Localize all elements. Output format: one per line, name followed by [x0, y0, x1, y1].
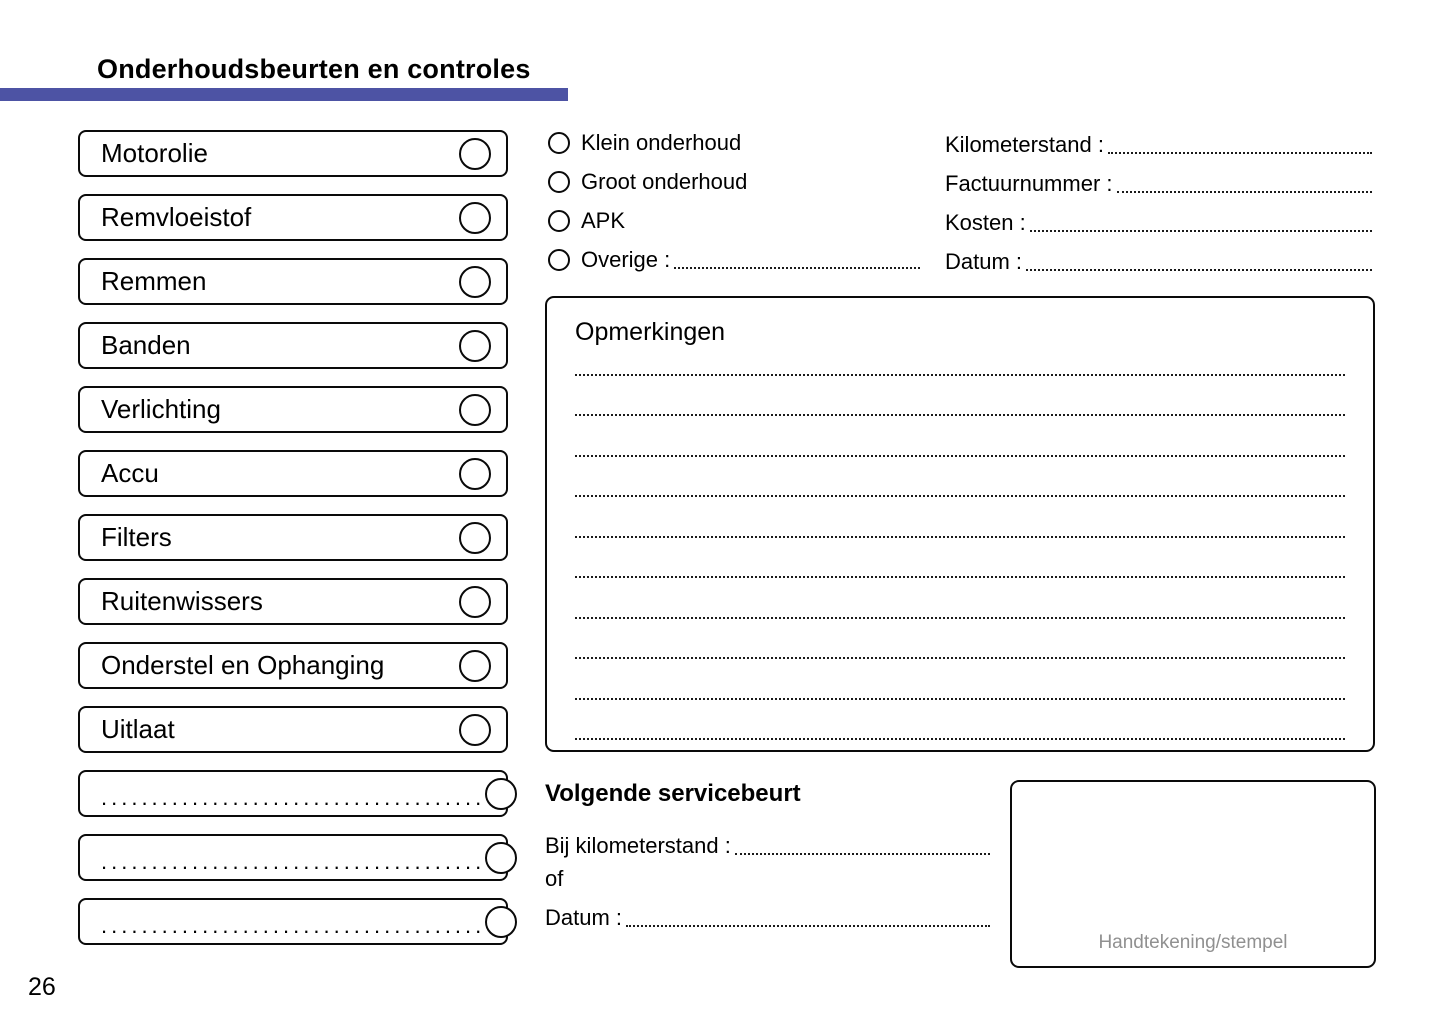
field-label: Datum : [945, 249, 1023, 274]
remarks-lines [575, 335, 1345, 740]
checklist-item-blank-3 [78, 898, 508, 945]
checklist-item-label: Accu [101, 458, 159, 488]
checklist-checkbox-circle[interactable] [459, 266, 491, 298]
remarks-input-line[interactable] [575, 538, 1345, 579]
checklist-checkbox-circle[interactable] [459, 714, 491, 746]
checklist-checkbox-circle[interactable] [485, 778, 517, 810]
remarks-box [545, 296, 1375, 752]
next-service-title: Volgende servicebeurt [545, 780, 801, 807]
checklist-item-remmen [78, 258, 508, 305]
checklist-item-blank-line[interactable]: ...................................... [101, 848, 486, 874]
service-option-radio-circle[interactable] [548, 171, 570, 193]
checklist-item-label: Uitlaat [101, 714, 175, 744]
title-underline-bar [0, 88, 568, 101]
page-number: 26 [28, 973, 56, 1001]
field-label: Kosten : [945, 210, 1026, 235]
checklist-checkbox-circle[interactable] [459, 330, 491, 362]
checklist-checkbox-circle[interactable] [459, 522, 491, 554]
signature-placeholder-label: Handtekening/stempel [1098, 932, 1288, 953]
page-title: Onderhoudsbeurten en controles [97, 54, 531, 84]
checklist-item-blank-2 [78, 834, 508, 881]
next-service-date-input-line[interactable] [626, 925, 990, 927]
next-service-date-row [545, 899, 990, 929]
checklist-item-label: Onderstel en Ophanging [101, 650, 385, 680]
service-detail-fields [945, 123, 1372, 279]
checklist-item-blank-1 [78, 770, 508, 817]
checklist-checkbox-circle[interactable] [485, 842, 517, 874]
next-service-section [545, 780, 990, 938]
remarks-input-line[interactable] [575, 376, 1345, 417]
checklist-item-label: Ruitenwissers [101, 586, 263, 616]
service-option-overige [548, 240, 920, 279]
remarks-input-line[interactable] [575, 700, 1345, 741]
remarks-input-line[interactable] [575, 659, 1345, 700]
checklist-item-label: Banden [101, 330, 191, 360]
service-option-radio-circle[interactable] [548, 132, 570, 154]
service-option-apk [548, 201, 920, 240]
checklist-item-accu [78, 450, 508, 497]
checklist-checkbox-circle[interactable] [459, 394, 491, 426]
service-option-radio-circle[interactable] [548, 249, 570, 271]
service-option-label: Groot onderhoud [581, 168, 748, 194]
service-option-input-line[interactable] [674, 267, 920, 269]
field-factuurnummer [945, 162, 1372, 201]
next-service-or-label: of [545, 866, 564, 891]
checklist-checkbox-circle[interactable] [485, 906, 517, 938]
checklist-checkbox-circle[interactable] [459, 202, 491, 234]
next-service-mileage-input-line[interactable] [735, 853, 990, 855]
checklist-item-label: Remvloeistof [101, 202, 252, 232]
checklist-item-blank-line[interactable]: ...................................... [101, 912, 486, 938]
checklist-checkbox-circle[interactable] [459, 650, 491, 682]
checklist-item-motorolie [78, 130, 508, 177]
checklist-item-label: Remmen [101, 266, 207, 296]
remarks-input-line[interactable] [575, 578, 1345, 619]
checklist-item-uitlaat [78, 706, 508, 753]
checklist-item-onderstel-en-ophanging [78, 642, 508, 689]
remarks-input-line[interactable] [575, 335, 1345, 376]
service-option-label: APK [581, 207, 626, 233]
remarks-input-line[interactable] [575, 619, 1345, 660]
checklist-item-banden [78, 322, 508, 369]
field-label: Factuurnummer : [945, 171, 1113, 196]
remarks-title: Opmerkingen [575, 318, 726, 346]
remarks-input-line[interactable] [575, 416, 1345, 457]
checklist-item-label: Verlichting [101, 394, 221, 424]
checklist-item-ruitenwissers [78, 578, 508, 625]
service-option-klein-onderhoud [548, 123, 920, 162]
field-input-line[interactable] [1108, 152, 1372, 154]
service-option-radio-circle[interactable] [548, 210, 570, 232]
remarks-input-line[interactable] [575, 457, 1345, 498]
checklist-checkbox-circle[interactable] [459, 586, 491, 618]
checklist-item-label: Filters [101, 522, 172, 552]
checklist-checkbox-circle[interactable] [459, 458, 491, 490]
checklist-item-verlichting [78, 386, 508, 433]
checklist-item-label: Motorolie [101, 138, 208, 168]
service-option-label: Overige : [581, 246, 671, 272]
field-input-line[interactable] [1030, 230, 1372, 232]
field-input-line[interactable] [1026, 269, 1372, 271]
field-input-line[interactable] [1117, 191, 1373, 193]
checklist-item-filters [78, 514, 508, 561]
service-type-options [548, 123, 920, 279]
checklist-item-remvloeistof [78, 194, 508, 241]
next-service-mileage-row [545, 827, 990, 857]
field-datum [945, 240, 1372, 279]
remarks-input-line[interactable] [575, 497, 1345, 538]
checklist [78, 130, 508, 962]
checklist-checkbox-circle[interactable] [459, 138, 491, 170]
next-service-mileage-label: Bij kilometerstand : [545, 833, 731, 858]
service-option-label: Klein onderhoud [581, 129, 742, 155]
service-option-groot-onderhoud [548, 162, 920, 201]
field-kilometerstand [945, 123, 1372, 162]
checklist-item-blank-line[interactable]: ...................................... [101, 784, 486, 810]
signature-box[interactable] [1010, 780, 1376, 968]
field-kosten [945, 201, 1372, 240]
field-label: Kilometerstand : [945, 132, 1104, 157]
next-service-date-label: Datum : [545, 905, 623, 930]
